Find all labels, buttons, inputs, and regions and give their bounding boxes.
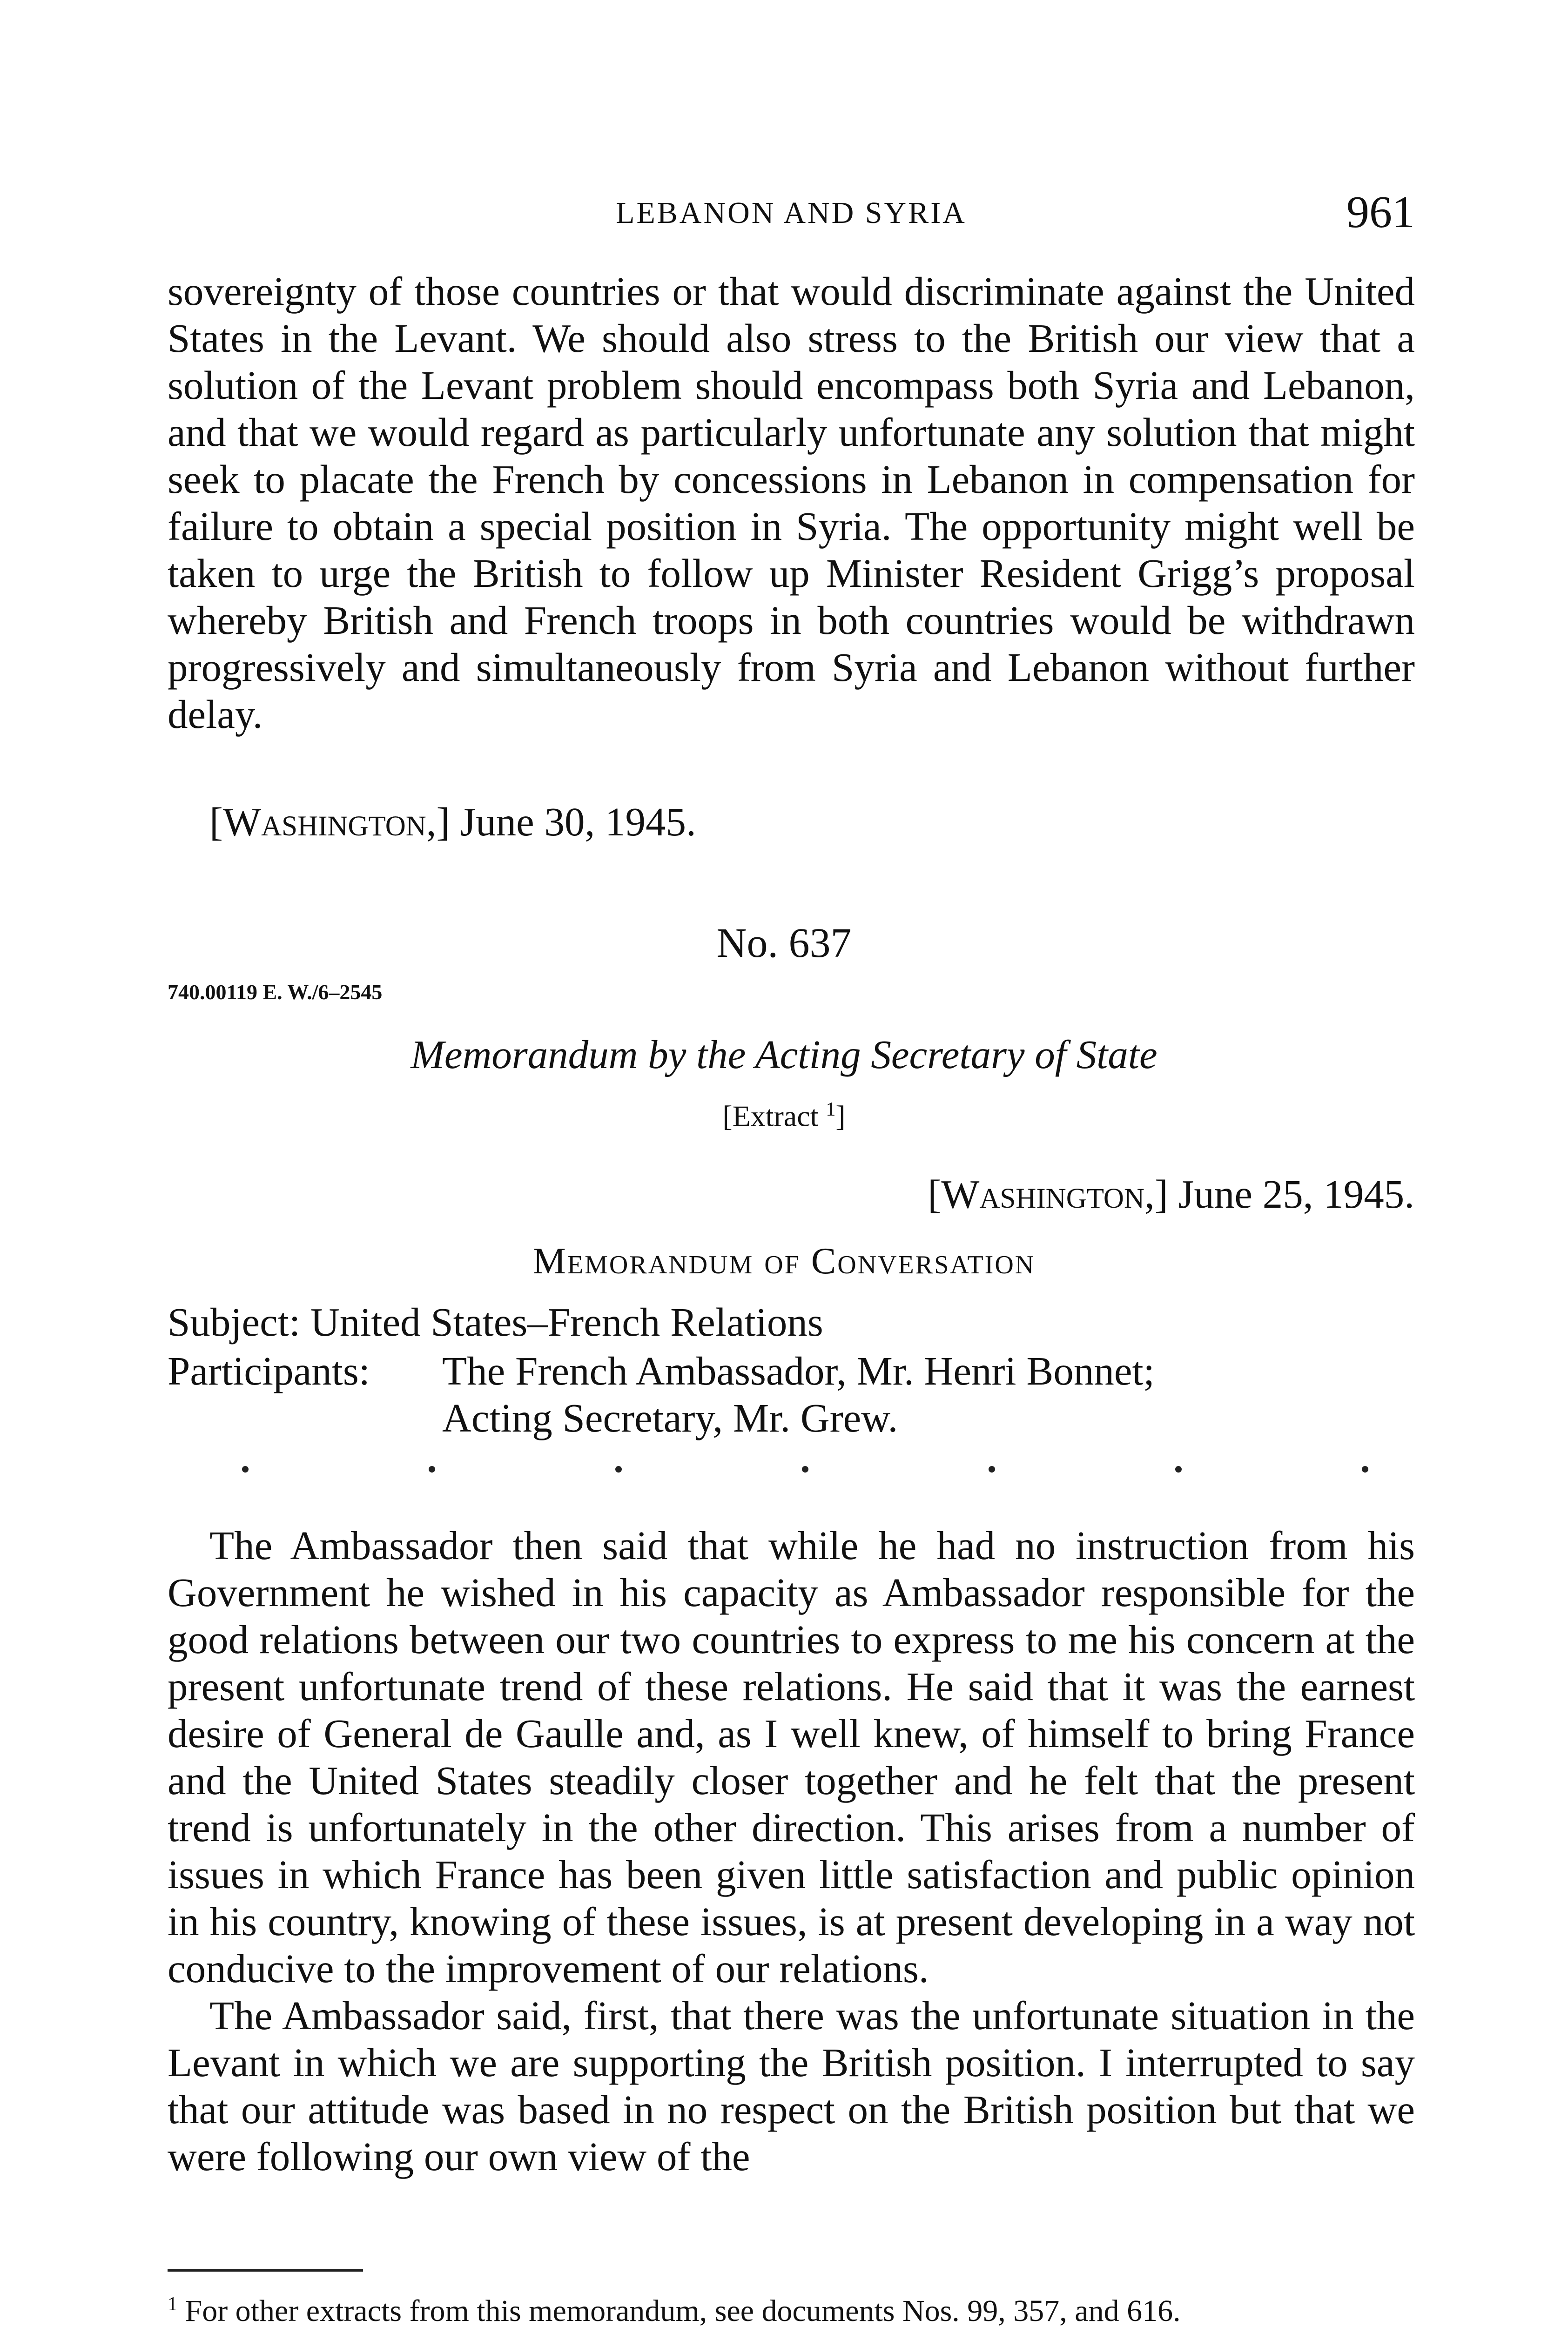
ellipsis-dot: [989, 1466, 995, 1473]
ellipsis-dot: [615, 1466, 622, 1473]
subject-label: Subject:: [168, 1299, 301, 1345]
page-header: [168, 186, 1415, 251]
file-number: 740.00119 E. W./6–2545: [168, 980, 383, 1004]
dateline-date: June 25, 1945.: [1178, 1171, 1414, 1217]
conversation-body: [168, 1522, 1415, 2180]
ellipsis-dot: [1175, 1466, 1182, 1473]
participants-label: Participants:: [168, 1348, 370, 1393]
continued-paragraph: sovereignty of those countries or that would discriminate against the United States in the Levant. We should also stress to the British our view that a solution of the Levant problem should encompass both Syria and Lebanon, and that we would regard as particularly unfortunate any solution that might seek to placate the French by concessions in Lebanon in compensation for failure to obtain a special position in Syria. The opportunity might well be taken to urge the British to follow up Minister Resident Grigg’s proposal whereby British and French troops in both countries would be withdrawn progressively and simultaneously from Syria and Lebanon without further delay.: [168, 269, 1415, 737]
dateline-place: [Washington,]: [209, 799, 450, 844]
running-title: LEBANON AND SYRIA: [616, 196, 967, 230]
dateline-june-25: [928, 1170, 1414, 1217]
dateline-place: [Washington,]: [928, 1171, 1168, 1217]
participants-block: [168, 1347, 1155, 1441]
footnote-marker: 1: [168, 2293, 177, 2315]
page-number: 961: [1346, 187, 1415, 237]
footnote-divider: [168, 2269, 363, 2272]
dateline-date: June 30, 1945.: [460, 799, 696, 844]
conversation-heading: Memorandum of Conversation: [532, 1241, 1036, 1282]
extract-note: [0, 1098, 1568, 1133]
ellipsis-dot: [1362, 1466, 1368, 1473]
participant-ambassador: The French Ambassador, Mr. Henri Bonnet;: [442, 1348, 1155, 1393]
footnote: [168, 2285, 1415, 2327]
ellipsis-dot: [802, 1466, 808, 1473]
extract-label: [Extract: [722, 1099, 819, 1133]
participant-acting-secretary: Acting Secretary, Mr. Grew.: [442, 1395, 898, 1440]
ellipsis-dot: [429, 1466, 435, 1473]
subject-line: [168, 1298, 823, 1345]
footnote-text: For other extracts from this memorandum, see documents Nos. 99, 357, and 616.: [185, 2294, 1181, 2327]
body-paragraph-2: The Ambassador said, first, that there was the unfortunate situation in the Levant in which we are supporting the British position. I interrupted to say that our attitude was based in no respect on the British position but that we were following our own view of the: [168, 1993, 1415, 2179]
ellipsis-dot: [242, 1466, 249, 1473]
omission-ellipsis: [242, 1466, 1368, 1494]
body-paragraph-1: The Ambassador then said that while he had no instruction from his Government he wished in his capacity as Ambassador responsible for the good relations between our two countries to express to me his concern at the present unfortunate trend of these relations. He said that it was the earnest desire of General de Gaulle and, as I well knew, of himself to bring France and the United States steadily closer together and he felt that the present trend is unfortunately in the other direction. This arises from a number of issues in which France has been given little satisfaction and public opinion in his country, knowing of these issues, is at present developing in a way not conducive to the improvement of our relations.: [168, 1523, 1415, 1991]
subject-value: United States–French Relations: [310, 1299, 823, 1345]
continued-section: [168, 268, 1415, 738]
document-title: Memorandum by the Acting Secretary of State: [411, 1032, 1157, 1077]
footnote-reference[interactable]: 1: [826, 1099, 836, 1120]
extract-close: ]: [835, 1099, 846, 1133]
dateline-june-30: [209, 798, 696, 845]
document-number: No. 637: [716, 920, 852, 966]
